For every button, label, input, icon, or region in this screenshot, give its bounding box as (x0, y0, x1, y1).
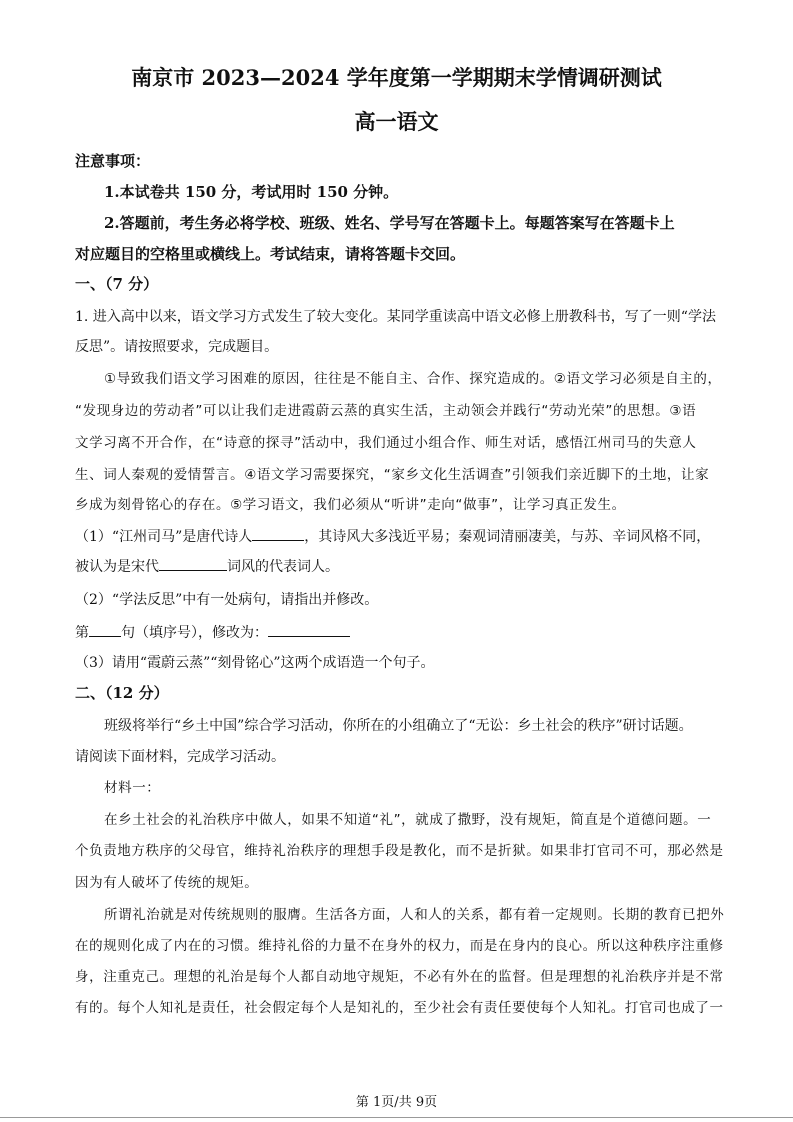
sentence-number-blank[interactable] (89, 623, 121, 637)
material-paragraph-1-line-3: 因为有人破坏了传统的规矩。 (75, 875, 259, 891)
question-1-line-1: 1. 进入高中以来，语文学习方式发生了较大变化。某同学重读高中语文必修上册教科书，写了一则“学法 (75, 309, 716, 325)
sub-question-1-text-d: 词风的代表词人。 (227, 559, 339, 575)
material-paragraph-1-line-2: 个负责地方秩序的父母官，维持礼治秩序的理想手段是教化，而不是折狱。如果非打官司不可，那必然是 (75, 843, 724, 859)
material-label: 材料一： (104, 780, 161, 796)
bottom-divider (0, 1117, 793, 1118)
sub-question-1-line-2 (75, 557, 720, 576)
note-item-2-line-1: 2.答题前，考生务必将学校、班级、姓名、学号写在答题卡上。每题答案写在答题卡上 (104, 214, 675, 232)
note-item-1: 1.本试卷共 150 分，考试用时 150 分钟。 (104, 183, 399, 201)
question-1-line-2: 反思”。请按照要求，完成题目。 (75, 339, 279, 355)
sub-question-2-text-a: 第 (75, 625, 89, 641)
passage-line-3: 文学习离不开合作，在“诗意的探寻”活动中，我们通过小组合作、师生对话，感悟江州司马的失意人 (75, 435, 697, 451)
material-paragraph-2-line-3: 身，注重克己。理想的礼治是每个人都自动地守规矩，不必有外在的监督。但是理想的礼治秩序并是不常 (75, 969, 724, 985)
material-paragraph-2-line-2: 在的规则化成了内在的习惯。维持礼俗的力量不在身外的权力，而是在身内的良心。所以这种秩序注重修 (75, 938, 724, 954)
sub-question-2-answer-line (75, 623, 720, 642)
sub-question-1-text-c: 被认为是宋代 (75, 559, 159, 575)
passage-line-2: “发现身边的劳动者”可以让我们走进霞蔚云蒸的真实生活，主动领会并践行“劳动光荣”的思想。③语 (75, 403, 697, 419)
notes-heading: 注意事项： (75, 152, 151, 170)
material-paragraph-2-line-4: 有的。每个人知礼是责任，社会假定每个人是知礼的，至少社会有责任要使每个人知礼。打官司也成了一 (75, 1000, 724, 1016)
passage-line-4: 生、词人秦观的爱情誓言。④语文学习需要探究，“家乡文化生活调查”引领我们亲近脚下的土地，让家 (75, 467, 710, 483)
correction-blank[interactable] (268, 623, 350, 637)
sub-question-2-text-b: 句（填序号），修改为： (121, 625, 268, 641)
sub-question-1-text-a: （1）“江州司马”是唐代诗人 (75, 529, 253, 545)
section-1-heading: 一、（7 分） (75, 275, 159, 293)
exam-title: 南京市 2023—2024 学年度第一学期期末学情调研测试 (131, 65, 662, 90)
ci-style-answer-blank[interactable] (159, 557, 227, 571)
poet-answer-blank[interactable] (252, 527, 304, 541)
passage-line-5: 乡成为刻骨铭心的存在。⑤学习语文，我们必须从“听讲”走向“做事”，让学习真正发生。 (75, 497, 626, 513)
sub-question-1-line-1 (75, 527, 720, 546)
note-item-2-line-2: 对应题目的空格里或横线上。考试结束，请将答题卡交回。 (75, 245, 466, 263)
sub-question-2: （2）“学法反思”中有一处病句，请指出并修改。 (75, 592, 379, 608)
sub-question-3: （3）请用“霞蔚云蒸”“刻骨铭心”这两个成语造一个句子。 (75, 655, 435, 671)
page-number: 第 1页/共 9页 (355, 1095, 438, 1110)
section-2-intro-line-1: 班级将举行“乡土中国”综合学习活动，你所在的小组确立了“无讼：乡土社会的秩序”研讨话题。 (104, 718, 693, 734)
material-paragraph-1-line-1: 在乡土社会的礼治秩序中做人，如果不知道“礼”，就成了撒野，没有规矩，简直是个道德问题。一 (104, 812, 712, 828)
section-2-intro-line-2: 请阅读下面材料，完成学习活动。 (75, 749, 285, 765)
passage-line-1: ①导致我们语文学习困难的原因，往往是不能自主、合作、探究造成的。②语文学习必须是自主的， (104, 371, 722, 387)
section-2-heading: 二、（12 分） (75, 684, 169, 702)
subject-title: 高一语文 (354, 109, 439, 134)
material-paragraph-2-line-1: 所谓礼治就是对传统规则的服膺。生活各方面，人和人的关系，都有着一定规则。长期的教育已把外 (104, 907, 725, 923)
sub-question-1-text-b: ，其诗风大多浅近平易；秦观词清丽凄美，与苏、辛词风格不同， (304, 529, 711, 545)
